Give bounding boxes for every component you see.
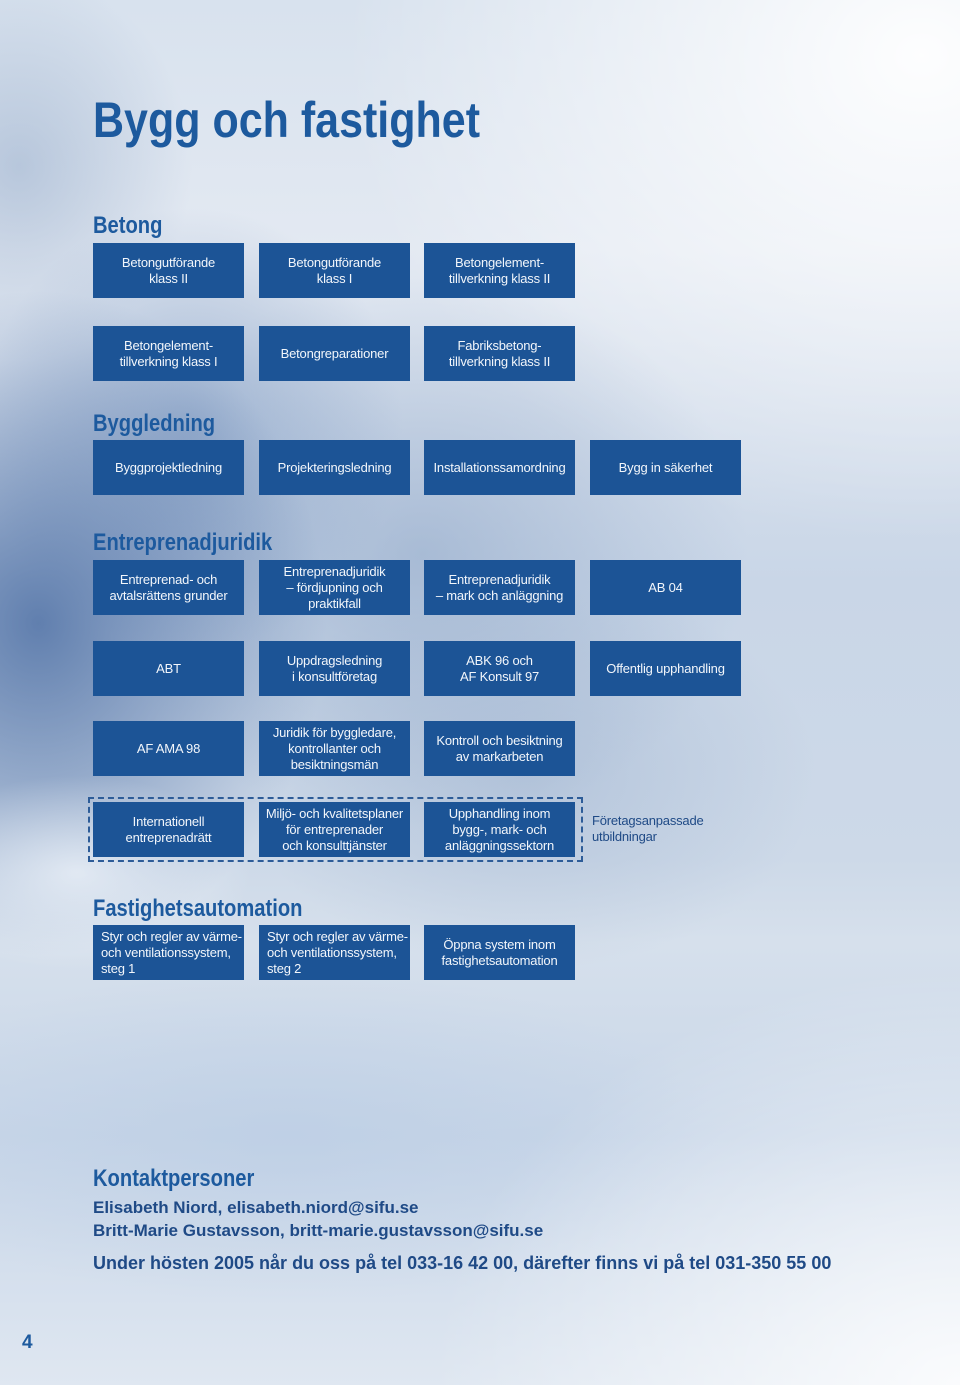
section-heading-kontaktpersoner: Kontaktpersoner <box>93 1165 255 1192</box>
course-label-line: i konsultföretag <box>292 668 377 684</box>
course-label-line: bygg-, mark- och <box>452 821 547 837</box>
course-label-line: AB 04 <box>648 579 683 595</box>
course-label-line: Styr och regler av värme- <box>101 928 242 944</box>
course-label-line: Entreprenadjuridik <box>448 571 551 587</box>
course-label-line: Juridik för byggledare, <box>272 724 397 740</box>
course-label-line: Uppdragsledning <box>286 652 383 668</box>
course-label-line: Installationssamordning <box>433 459 566 475</box>
course-betongelementtillverkning-klass-1 <box>93 326 244 381</box>
contact-person-elisabeth: Elisabeth Niord, elisabeth.niord@sifu.se <box>93 1198 419 1217</box>
course-label-line: – mark och anläggning <box>435 587 564 603</box>
note-line: Företagsanpassade <box>592 813 704 828</box>
course-betongutforande-klass-2 <box>93 243 244 298</box>
course-label-line: Bygg in säkerhet <box>618 459 713 475</box>
course-styr-och-regler-steg-2 <box>259 925 410 980</box>
course-projekteringsledning <box>259 440 410 495</box>
course-label-line: Betongelement- <box>455 254 544 270</box>
course-abt <box>93 641 244 696</box>
course-label-line: av markarbeten <box>455 748 544 764</box>
course-label-line: Offentlig upphandling <box>606 660 725 676</box>
course-label-line: ABK 96 och <box>466 652 533 668</box>
course-label-line: steg 1 <box>101 960 136 976</box>
course-label-line: och konsulttjänster <box>282 837 387 853</box>
contact-person-britt-marie: Britt-Marie Gustavsson, britt-marie.gustavsson@sifu.se <box>93 1221 544 1240</box>
note-line: utbildningar <box>592 829 657 844</box>
course-label-line: avtalsrättens grunder <box>109 587 228 603</box>
page-title: Bygg och fastighet <box>93 92 481 148</box>
course-abk-96-af-konsult-97 <box>424 641 575 696</box>
course-miljo-och-kvalitetsplaner <box>259 802 410 857</box>
course-oppna-system <box>424 925 575 980</box>
course-label-line: fastighetsautomation <box>441 952 558 968</box>
course-label-line: Styr och regler av värme- <box>267 928 408 944</box>
course-label-line: Miljö- och kvalitetsplaner <box>265 805 404 821</box>
course-label-line: Kontroll och besiktning <box>436 732 563 748</box>
course-label-line: tillverkning klass I <box>119 353 218 369</box>
course-label-line: Betongreparationer <box>280 345 389 361</box>
course-entreprenadjuridik-fordjupning <box>259 560 410 615</box>
course-row <box>0 721 960 776</box>
course-upphandling-inom-bygg <box>424 802 575 857</box>
course-label-line: Internationell <box>132 813 205 829</box>
course-betongutforande-klass-1 <box>259 243 410 298</box>
course-label-line: steg 2 <box>267 960 302 976</box>
course-label-line: Fabriksbetong- <box>457 337 542 353</box>
course-ab-04 <box>590 560 741 615</box>
course-label-line: tillverkning klass II <box>448 270 551 286</box>
course-af-ama-98 <box>93 721 244 776</box>
course-label-line: Entreprenadjuridik <box>283 563 386 579</box>
course-row <box>0 641 960 696</box>
course-label-line: Betongutförande <box>287 254 382 270</box>
course-row <box>0 243 960 298</box>
course-label-line: Byggprojektledning <box>115 459 222 475</box>
course-byggprojektledning <box>93 440 244 495</box>
course-label-line: Betongelement- <box>124 337 213 353</box>
course-entreprenad-och-avtalsrattens-grunder <box>93 560 244 615</box>
course-label-line: och ventilationssystem, <box>101 944 231 960</box>
course-label-line: och ventilationssystem, <box>267 944 397 960</box>
course-label-line: ABT <box>156 660 181 676</box>
course-label-line: Upphandling inom <box>448 805 551 821</box>
course-betongelementtillverkning-klass-2 <box>424 243 575 298</box>
course-label-line: AF AMA 98 <box>136 740 201 756</box>
custom-training-note <box>592 813 704 845</box>
course-row <box>0 560 960 615</box>
course-label-line: tillverkning klass II <box>448 353 551 369</box>
section-heading-byggledning: Byggledning <box>93 410 216 437</box>
page-number: 4 <box>22 1332 33 1353</box>
course-label-line: – fördjupning och <box>286 579 383 595</box>
course-label-line: Entreprenad- och <box>119 571 218 587</box>
course-offentlig-upphandling <box>590 641 741 696</box>
course-label-line: entreprenadrätt <box>125 829 212 845</box>
course-entreprenadjuridik-mark-och-anlaggning <box>424 560 575 615</box>
course-label-line: kontrollanter och <box>288 740 381 756</box>
course-label-line: Projekteringsledning <box>277 459 392 475</box>
course-label-line: anläggningssektorn <box>444 837 555 853</box>
course-installationssamordning <box>424 440 575 495</box>
course-label-line: klass I <box>316 270 353 286</box>
course-row <box>0 326 960 381</box>
course-styr-och-regler-steg-1 <box>93 925 244 980</box>
course-label-line: klass II <box>149 270 188 286</box>
course-internationell-entreprenadratt <box>93 802 244 857</box>
course-bygg-in-sakerhet <box>590 440 741 495</box>
course-uppdragsledning <box>259 641 410 696</box>
course-label-line: för entreprenader <box>285 821 384 837</box>
course-betongreparationer <box>259 326 410 381</box>
course-row <box>0 440 960 495</box>
course-fabriksbetongtillverkning-klass-2 <box>424 326 575 381</box>
section-heading-fastighetsautomation: Fastighetsautomation <box>93 895 303 922</box>
course-label-line: Betongutförande <box>121 254 216 270</box>
course-label-line: AF Konsult 97 <box>459 668 540 684</box>
course-label-line: Öppna system inom <box>443 936 556 952</box>
course-label-line: besiktningsmän <box>290 756 379 772</box>
course-label-line: praktikfall <box>308 595 361 611</box>
section-heading-betong: Betong <box>93 212 163 239</box>
section-heading-entreprenadjuridik: Entreprenadjuridik <box>93 529 273 556</box>
course-juridik-for-byggledare <box>259 721 410 776</box>
course-kontroll-och-besiktning <box>424 721 575 776</box>
course-row <box>0 802 960 857</box>
course-row <box>0 925 960 980</box>
contact-phone-note: Under hösten 2005 når du oss på tel 033-16 42 00, därefter finns vi på tel 031-350 55 00 <box>93 1253 832 1273</box>
